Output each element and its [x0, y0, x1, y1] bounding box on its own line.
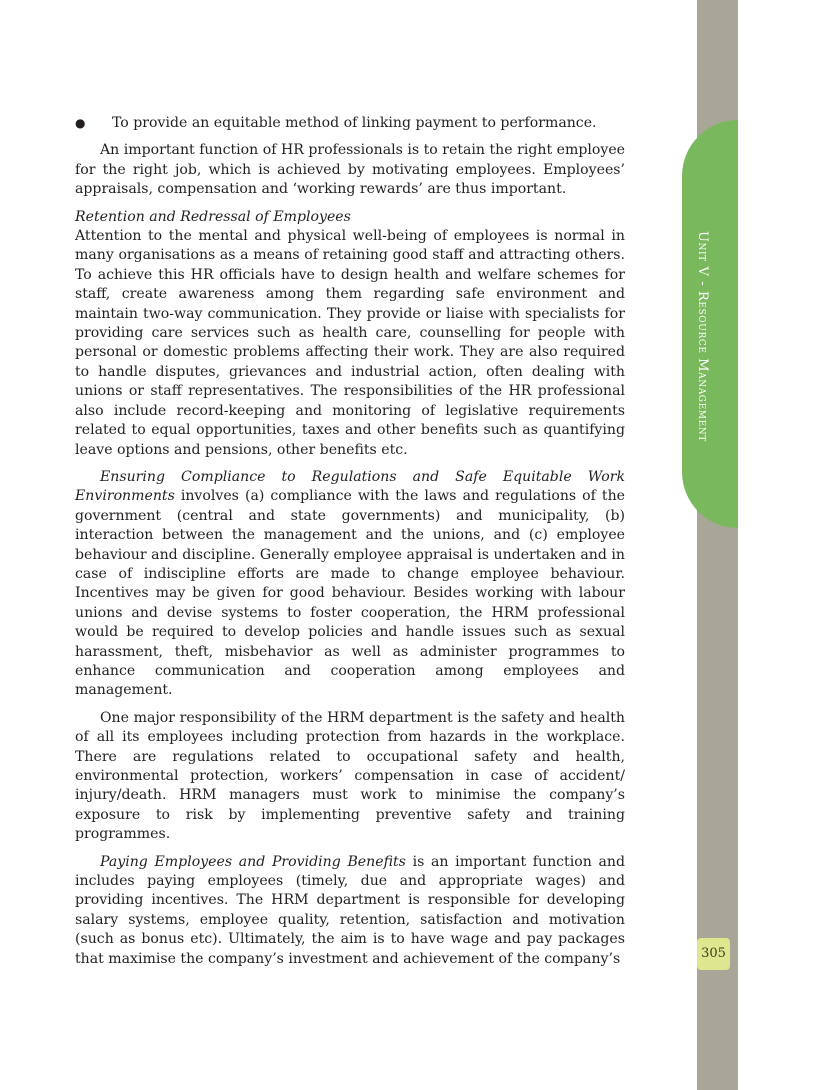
- term-compliance: Ensuring Compliance to Regulations and Safe Equitable Work Environments: [75, 468, 625, 505]
- bullet-text: To provide an equitable method of linking payment to performance.: [112, 115, 597, 131]
- page-body: [75, 114, 625, 969]
- paragraph-compliance: [75, 468, 625, 701]
- section-heading-retention: Retention and Redressal of Employees: [75, 208, 351, 225]
- paragraph-safety: One major responsibility of the HRM department is the safety and health of all its employees including protection from hazards in the workplace. There are regulations related to occupational safety and health, environmental protection, workers’ compensation in case of accident/ injury/death. HRM managers must work to minimise the company’s exposure to risk by implementing preventive safety and training programmes.: [75, 709, 625, 843]
- unit-tab: [682, 120, 738, 528]
- paragraph-wellbeing: Attention to the mental and physical well-being of employees is normal in many organisations as a means of retaining good staff and attracting others. To achieve this HR officials have to design health and welfare schemes for staff, create awareness among them regarding safe environment and maintain two-way communication. They provide or liaise with specialists for providing care services such as health care, counselling for people with personal or domestic problems affecting their work. They are also required to handle disputes, grievances and industrial action, often dealing with unions or staff representatives. The responsibilities of the HR professional also include record-keeping and monitoring of legislative requirements related to equal opportunities, taxes and other benefits such as quantifying leave options and pensions, other benefits etc.: [75, 228, 625, 458]
- unit-label: Unit V - Resource Management: [695, 231, 710, 442]
- bullet-dot-icon: ●: [75, 116, 86, 130]
- paragraph-paying: [75, 853, 625, 969]
- paragraph-hr-function: An important function of HR professionals is to retain the right employee for the right job, which is achieved by motivating employees. Employees’ appraisals, compensation and ‘working rewards’ are thus important.: [75, 142, 625, 198]
- paragraph-paying-text: is an important function and includes paying employees (timely, due and appropriate wages) and providing incentives. The HRM department is responsible for developing salary systems, employee quality, retention, satisfaction and motivation (such as bonus etc). Ultimately, the aim is to have wage and pay packages that maximise the company’s investment and achievement of the company’s: [75, 853, 625, 967]
- term-paying: Paying Employees and Providing Benefits: [100, 853, 406, 870]
- bullet-item: [75, 114, 625, 133]
- page-number: 305: [697, 938, 730, 970]
- paragraph-compliance-text: involves (a) compliance with the laws and regulations of the government (central and state governments) and municipality, (b) interaction between the management and the unions, and (c) employee behaviour and discipline. Generally employee appraisal is undertaken and in case of indiscipline efforts are made to change employee behaviour. Incentives may be given for good behaviour. Besides working with labour unions and devise systems to foster cooperation, the HRM professional would be required to develop policies and handle issues such as sexual harassment, theft, misbehavior as well as administer programmes to enhance communication and cooperation among employees and management.: [75, 488, 625, 699]
